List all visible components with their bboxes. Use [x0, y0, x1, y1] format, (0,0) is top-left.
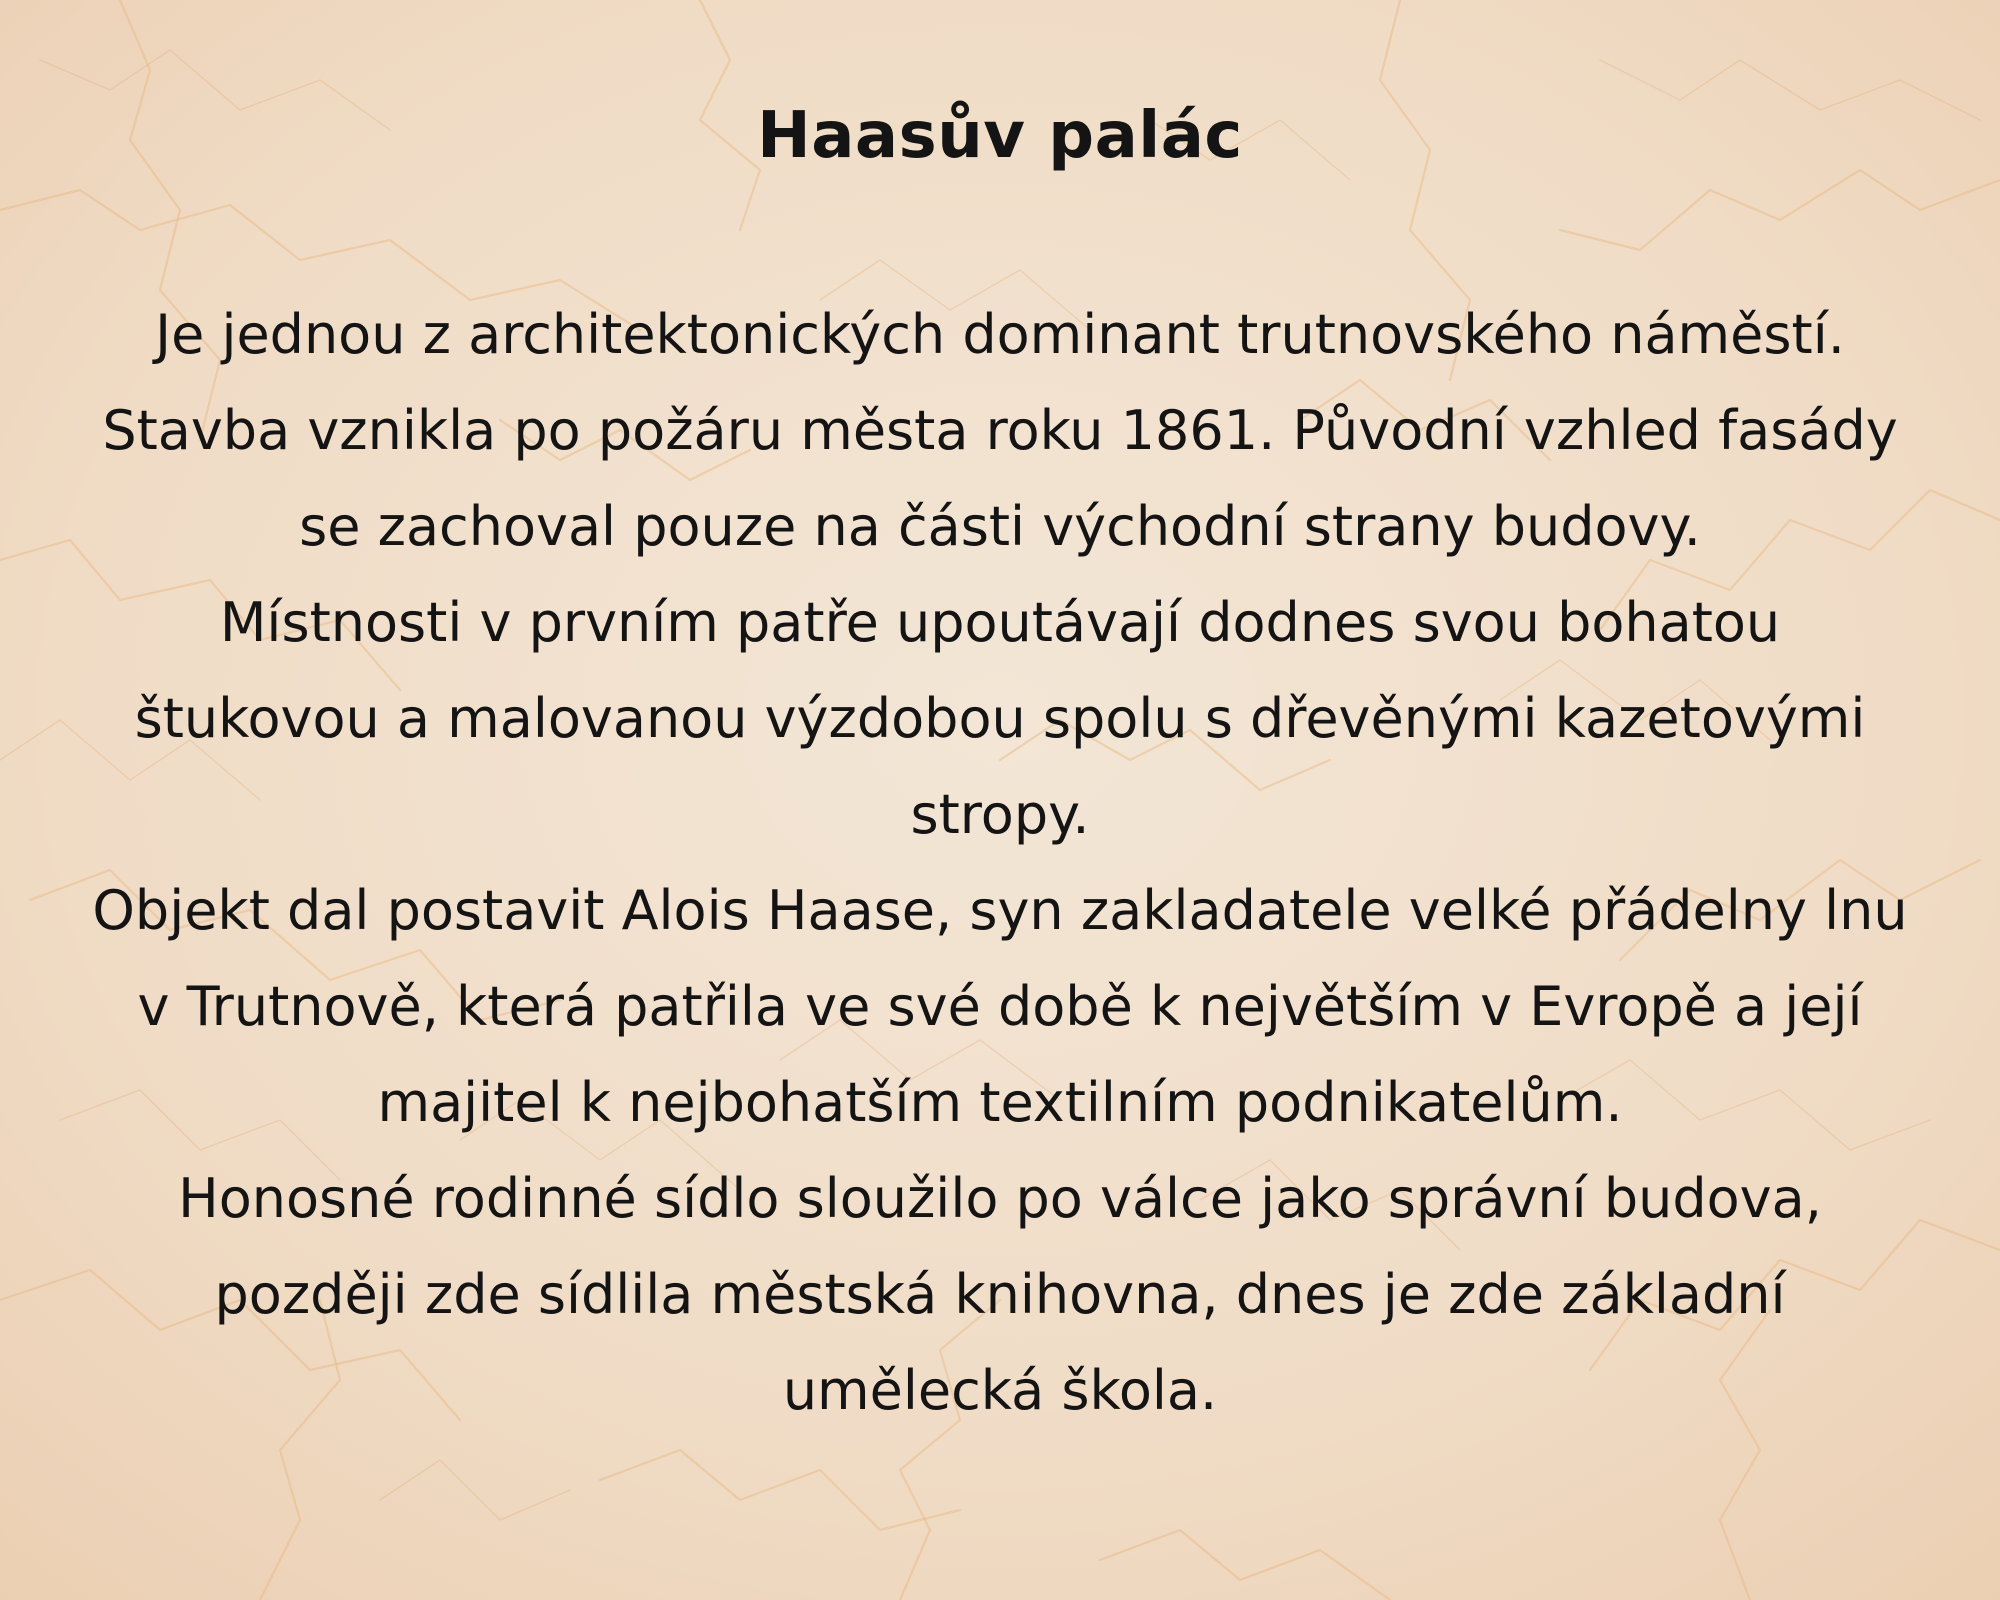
body-text — [0, 287, 2000, 1439]
text-line: umělecká škola. — [782, 1359, 1218, 1422]
text-line: majitel k nejbohatším textilním podnikatelům. — [377, 1071, 1623, 1134]
text-line: štukovou a malovanou výzdobou spolu s dřevěnými kazetovými — [134, 687, 1866, 750]
text-line: Stavba vznikla po požáru města roku 1861. Původní vzhled fasády — [102, 399, 1898, 462]
page-title: Haasův palác — [757, 99, 1243, 173]
text-line: stropy. — [910, 783, 1090, 846]
text-line: později zde sídlila městská knihovna, dnes je zde základní — [214, 1263, 1786, 1326]
text-line: v Trutnově, která patřila ve své době k největším v Evropě a její — [137, 975, 1863, 1038]
text-line: Místnosti v prvním patře upoutávají dodnes svou bohatou — [219, 591, 1781, 654]
text-line: Je jednou z architektonických dominant trutnovského náměstí. — [155, 303, 1845, 366]
text-line: Objekt dal postavit Alois Haase, syn zakladatele velké přádelny lnu — [92, 879, 1908, 942]
text-line: se zachoval pouze na části východní strany budovy. — [299, 495, 1701, 558]
text-line: Honosné rodinné sídlo sloužilo po válce jako správní budova, — [178, 1167, 1822, 1230]
